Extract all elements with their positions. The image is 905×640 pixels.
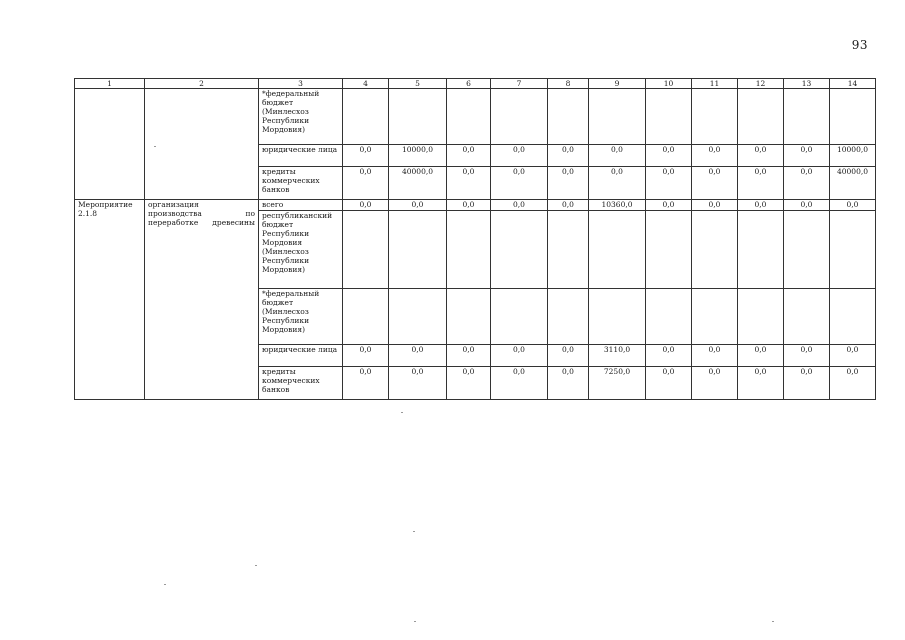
value-cell: 0,0	[343, 367, 389, 400]
funding-source-cell: *федеральный бюджет (Минлесхоз Республики Мордовия)	[259, 89, 343, 145]
value-cell	[343, 211, 389, 289]
value-cell	[548, 89, 589, 145]
measure-description-cell: организация производства по переработке древесины	[145, 200, 259, 400]
value-cell: 0,0	[646, 167, 692, 200]
measure-description-cell-empty	[145, 89, 259, 200]
value-cell	[646, 89, 692, 145]
value-cell: 0,0	[784, 200, 830, 211]
header-cell: 5	[389, 79, 447, 89]
header-cell: 7	[491, 79, 548, 89]
header-cell: 1	[75, 79, 145, 89]
value-cell	[830, 211, 876, 289]
value-cell: 10360,0	[589, 200, 646, 211]
value-cell: 0,0	[343, 345, 389, 367]
value-cell	[692, 89, 738, 145]
value-cell: 0,0	[646, 367, 692, 400]
table-row	[75, 200, 876, 211]
funding-source-cell: *федеральный бюджет (Минлесхоз Республики Мордовия)	[259, 289, 343, 345]
value-cell: 0,0	[548, 200, 589, 211]
value-cell: 0,0	[343, 145, 389, 167]
value-cell: 0,0	[784, 345, 830, 367]
value-cell: 0,0	[738, 167, 784, 200]
value-cell: 0,0	[548, 145, 589, 167]
value-cell: 0,0	[830, 367, 876, 400]
value-cell: 0,0	[389, 367, 447, 400]
value-cell	[389, 211, 447, 289]
funding-source-cell: республиканский бюджет Республики Мордовия (Минлесхоз Республики Мордовия)	[259, 211, 343, 289]
scan-speck	[154, 146, 156, 147]
value-cell: 0,0	[589, 167, 646, 200]
scan-speck	[413, 531, 415, 532]
header-cell: 11	[692, 79, 738, 89]
header-cell: 3	[259, 79, 343, 89]
value-cell: 40000,0	[830, 167, 876, 200]
value-cell: 0,0	[738, 367, 784, 400]
value-cell: 0,0	[548, 345, 589, 367]
value-cell	[784, 211, 830, 289]
value-cell	[784, 89, 830, 145]
value-cell	[447, 289, 491, 345]
funding-source-cell: юридические лица	[259, 145, 343, 167]
measure-name-cell: Мероприятие 2.1.8	[75, 200, 145, 400]
value-cell: 0,0	[738, 200, 784, 211]
value-cell	[491, 289, 548, 345]
value-cell: 0,0	[343, 167, 389, 200]
value-cell: 0,0	[692, 345, 738, 367]
value-cell: 0,0	[784, 167, 830, 200]
value-cell: 0,0	[491, 145, 548, 167]
value-cell: 0,0	[389, 200, 447, 211]
value-cell	[343, 89, 389, 145]
value-cell: 0,0	[447, 345, 491, 367]
value-cell	[646, 289, 692, 345]
value-cell	[548, 289, 589, 345]
scan-speck	[401, 412, 403, 413]
header-cell: 9	[589, 79, 646, 89]
header-cell: 12	[738, 79, 784, 89]
value-cell: 0,0	[491, 367, 548, 400]
scan-speck	[255, 565, 257, 566]
value-cell	[389, 289, 447, 345]
value-cell	[784, 289, 830, 345]
scan-speck	[772, 621, 774, 622]
value-cell	[491, 211, 548, 289]
value-cell	[830, 89, 876, 145]
value-cell	[738, 289, 784, 345]
funding-source-cell: юридические лица	[259, 345, 343, 367]
value-cell: 0,0	[692, 367, 738, 400]
value-cell	[692, 211, 738, 289]
value-cell: 0,0	[548, 167, 589, 200]
value-cell: 0,0	[784, 145, 830, 167]
page-number: 93	[851, 38, 868, 52]
value-cell	[589, 89, 646, 145]
table-header-row	[75, 79, 876, 89]
value-cell: 40000,0	[389, 167, 447, 200]
value-cell	[646, 211, 692, 289]
value-cell	[830, 289, 876, 345]
funding-source-cell: кредиты коммерческих банков	[259, 367, 343, 400]
funding-source-cell: всего	[259, 200, 343, 211]
value-cell	[548, 211, 589, 289]
value-cell	[343, 289, 389, 345]
value-cell: 10000,0	[830, 145, 876, 167]
value-cell: 0,0	[646, 200, 692, 211]
value-cell: 0,0	[692, 145, 738, 167]
value-cell: 3110,0	[589, 345, 646, 367]
measure-name-cell-empty	[75, 89, 145, 200]
value-cell: 0,0	[646, 145, 692, 167]
value-cell	[447, 211, 491, 289]
value-cell	[589, 211, 646, 289]
value-cell: 0,0	[589, 145, 646, 167]
budget-table	[74, 78, 876, 400]
value-cell: 0,0	[491, 345, 548, 367]
value-cell	[389, 89, 447, 145]
value-cell: 0,0	[491, 167, 548, 200]
value-cell: 0,0	[447, 200, 491, 211]
value-cell: 0,0	[646, 345, 692, 367]
value-cell	[738, 211, 784, 289]
header-cell: 13	[784, 79, 830, 89]
value-cell	[738, 89, 784, 145]
funding-source-cell: кредиты коммерческих банков	[259, 167, 343, 200]
value-cell: 0,0	[738, 345, 784, 367]
header-cell: 2	[145, 79, 259, 89]
scan-speck	[164, 584, 166, 585]
header-cell: 4	[343, 79, 389, 89]
value-cell: 0,0	[548, 367, 589, 400]
value-cell: 0,0	[692, 200, 738, 211]
value-cell	[589, 289, 646, 345]
value-cell	[447, 89, 491, 145]
value-cell: 0,0	[738, 145, 784, 167]
value-cell: 0,0	[830, 200, 876, 211]
value-cell	[491, 89, 548, 145]
scan-speck	[414, 621, 416, 622]
value-cell: 0,0	[784, 367, 830, 400]
value-cell	[692, 289, 738, 345]
header-cell: 6	[447, 79, 491, 89]
value-cell: 10000,0	[389, 145, 447, 167]
header-cell: 8	[548, 79, 589, 89]
value-cell: 0,0	[447, 367, 491, 400]
value-cell: 0,0	[447, 145, 491, 167]
value-cell: 7250,0	[589, 367, 646, 400]
value-cell: 0,0	[830, 345, 876, 367]
table-row	[75, 89, 876, 145]
value-cell: 0,0	[389, 345, 447, 367]
header-cell: 14	[830, 79, 876, 89]
value-cell: 0,0	[343, 200, 389, 211]
header-cell: 10	[646, 79, 692, 89]
value-cell: 0,0	[692, 167, 738, 200]
value-cell: 0,0	[491, 200, 548, 211]
value-cell: 0,0	[447, 167, 491, 200]
